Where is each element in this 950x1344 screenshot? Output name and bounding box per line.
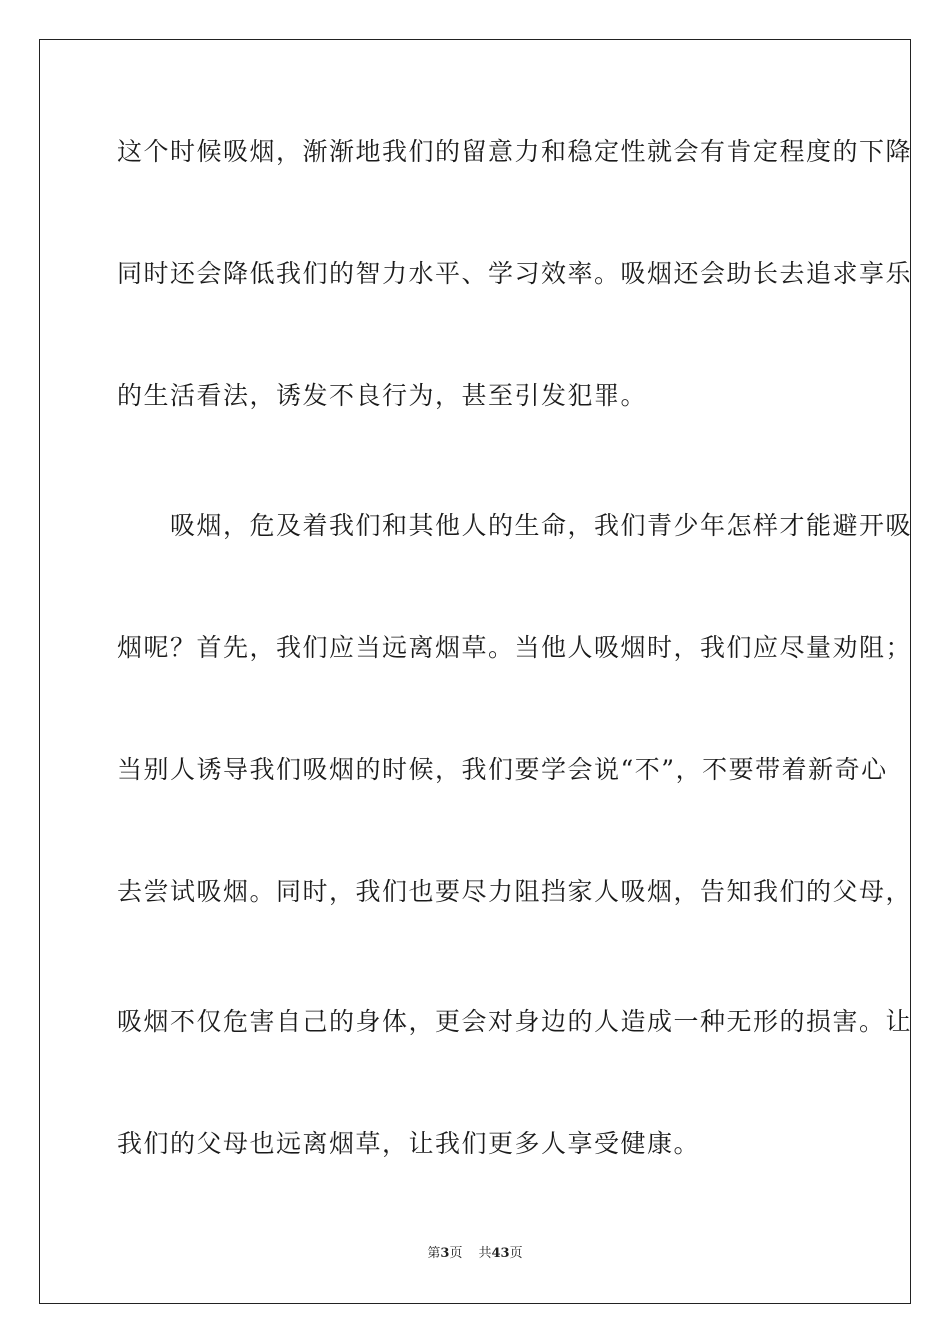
page-footer [0,1245,950,1263]
body-text-line-3: 的生活看法，诱发不良行为，甚至引发犯罪。 [117,381,648,410]
body-text-line-9: 我们的父母也远离烟草，让我们更多人享受健康。 [117,1129,701,1158]
body-text-line-4: 吸烟，危及着我们和其他人的生命，我们青少年怎样才能避开吸 [117,511,913,540]
page-number: 3 [440,1246,450,1261]
body-text-line-1: 这个时候吸烟，渐渐地我们的留意力和稳定性就会有肯定程度的下降 [117,137,913,166]
body-text-line-7: 去尝试吸烟。同时，我们也要尽力阻挡家人吸烟，告知我们的父母， [117,877,913,906]
body-text-line-8: 吸烟不仅危害自己的身体，更会对身边的人造成一种无形的损害。让 [117,1007,913,1036]
total-suffix: 页 [509,1246,523,1261]
body-text-line-6: 当别人诱导我们吸烟的时候，我们要学会说“不”，不要带着新奇心 [117,755,888,784]
page-border [39,39,911,1304]
page-suffix: 页 [449,1246,463,1261]
body-text-line-5: 烟呢？首先，我们应当远离烟草。当他人吸烟时，我们应尽量劝阻； [117,633,913,662]
total-prefix: 共 [478,1246,492,1261]
body-text-line-2: 同时还会降低我们的智力水平、学习效率。吸烟还会助长去追求享乐 [117,259,913,288]
total-pages: 43 [491,1246,510,1261]
page-prefix: 第 [427,1246,441,1261]
